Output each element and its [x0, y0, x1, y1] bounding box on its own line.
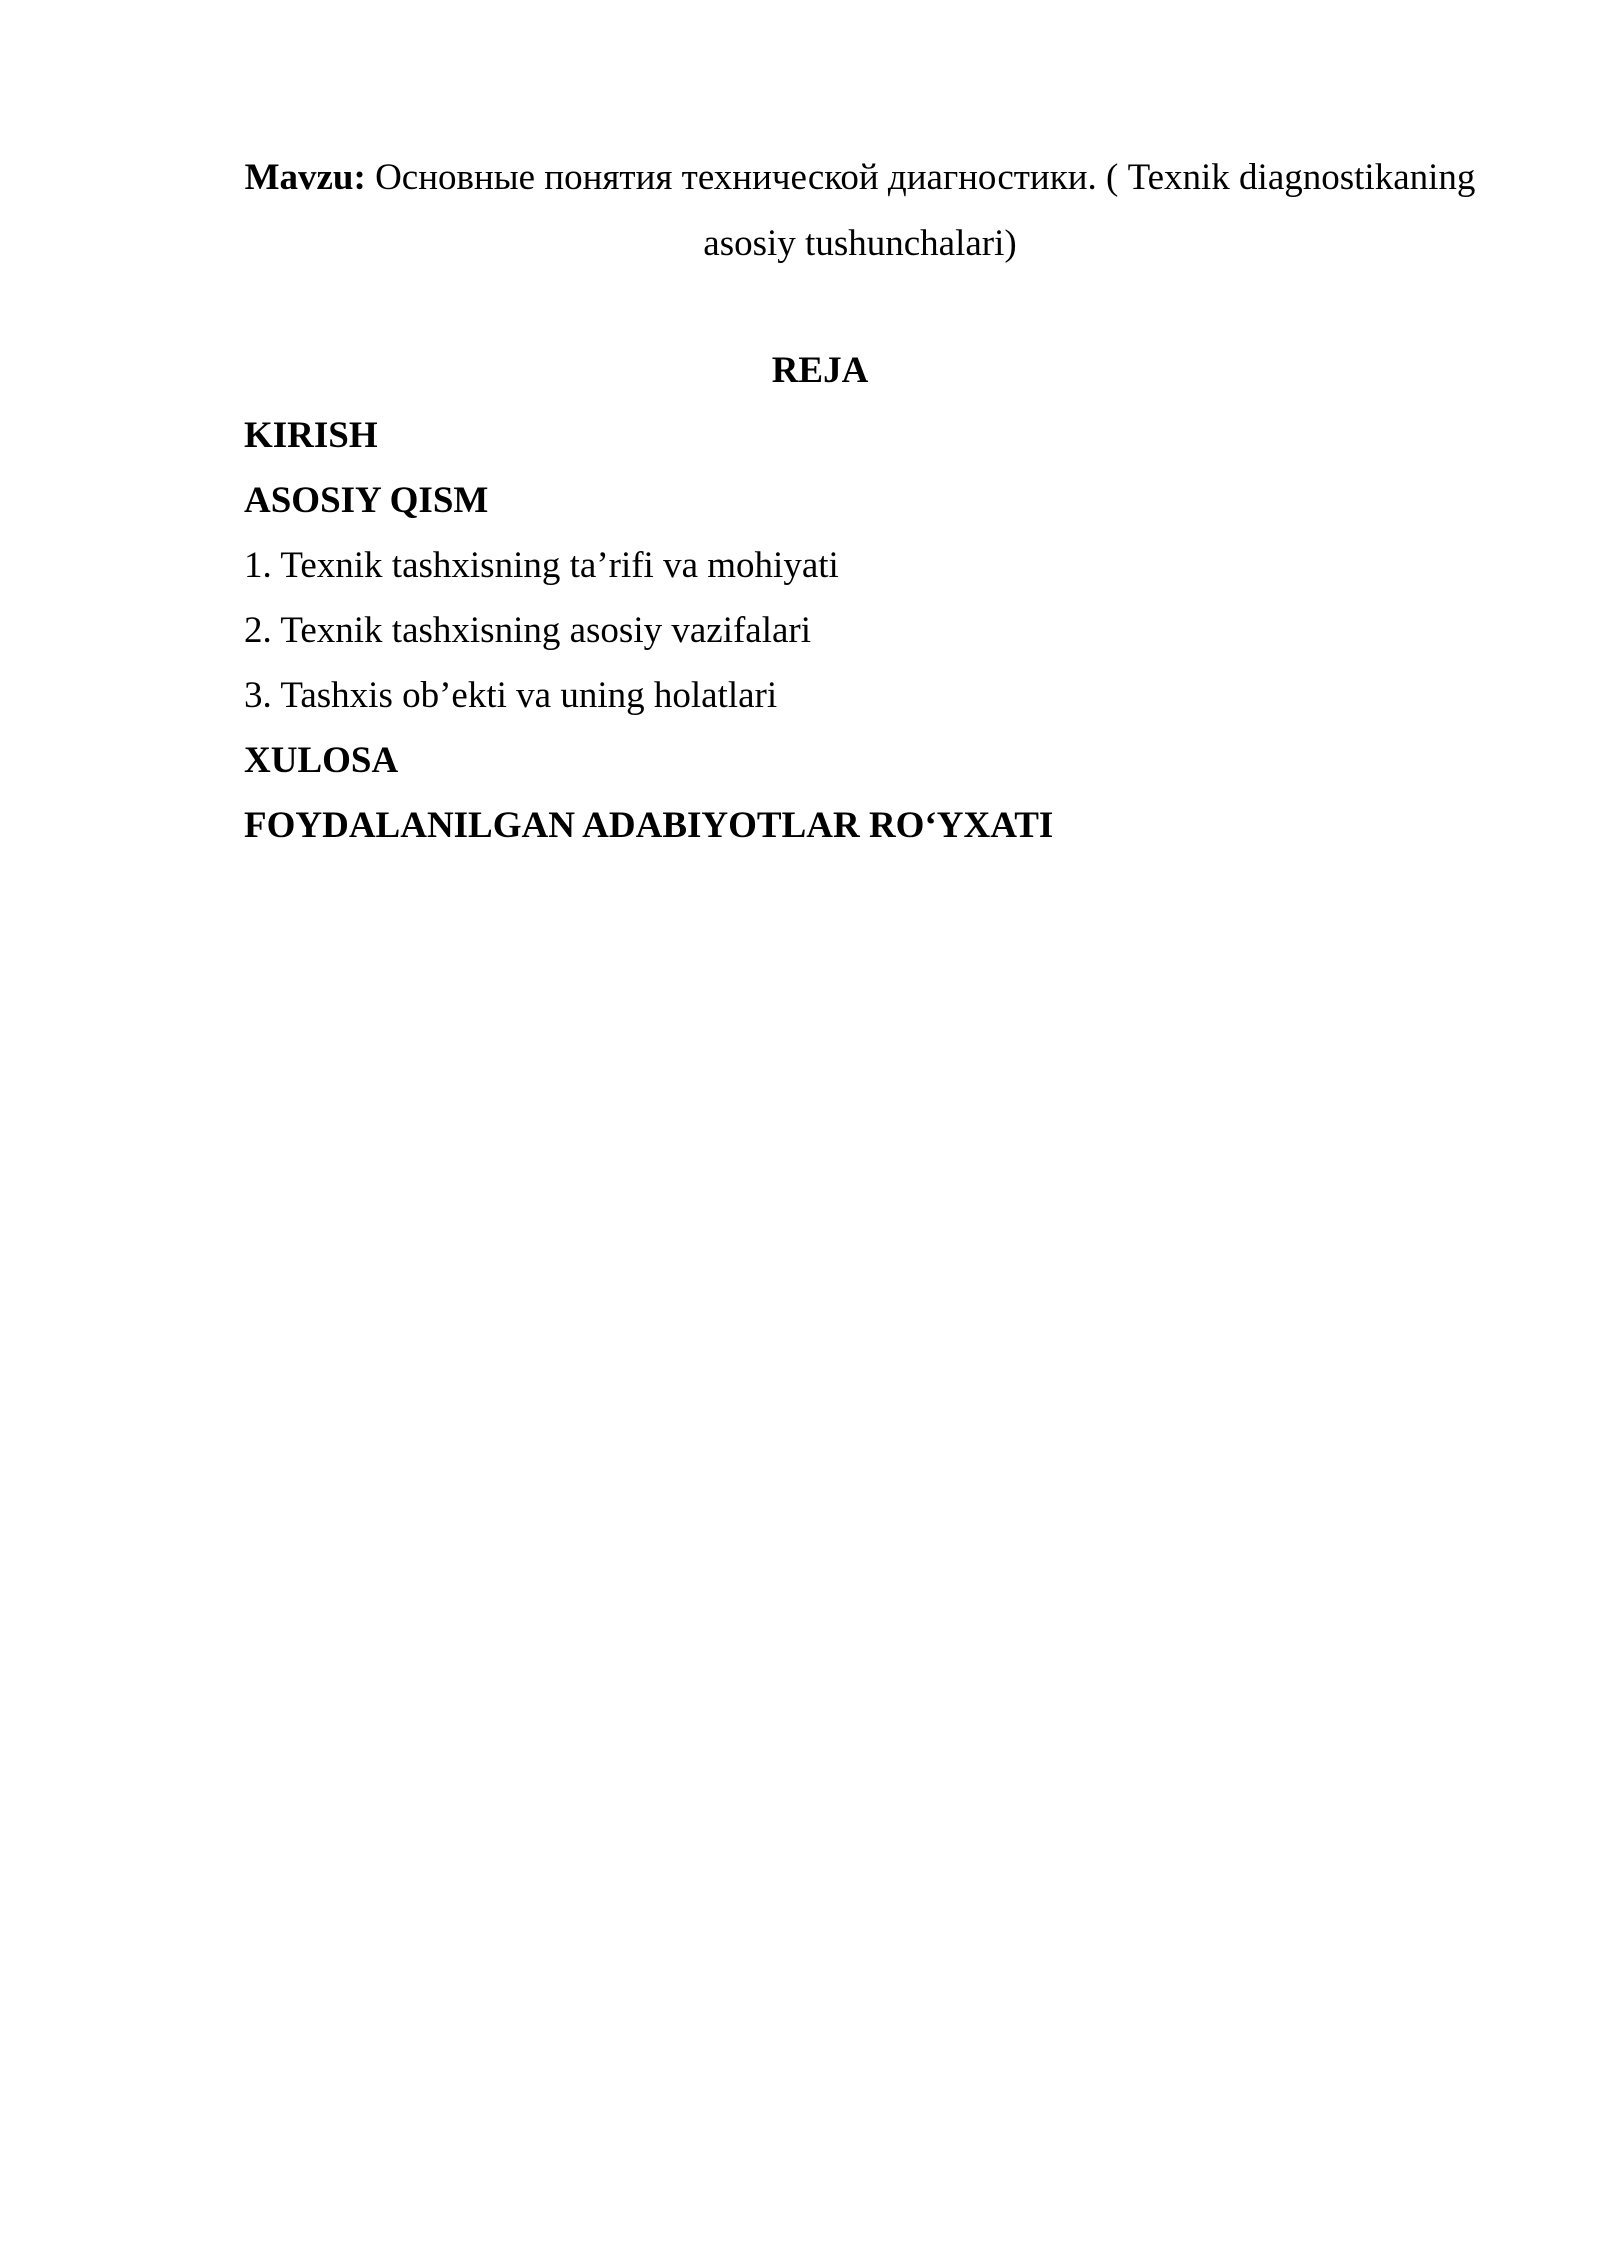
plan-item-references: FOYDALANILGAN ADABIYOTLAR RO‘YXATI: [244, 805, 1054, 846]
plan-item-2: 2. Texnik tashxisning asosiy vazifalari: [244, 610, 812, 651]
topic-line: [220, 145, 1500, 277]
plan-list: [244, 403, 1444, 858]
topic-text: Основные понятия технической диагностики. ( Texnik diagnostikaning asosiy tushunchalari): [365, 157, 1476, 264]
plan-item-1: 1. Texnik tashxisning ta’rifi va mohiyati: [244, 545, 839, 586]
plan-item-3: 3. Tashxis ob’ekti va uning holatlari: [244, 675, 778, 716]
plan-heading: REJA: [771, 350, 869, 391]
plan-item-conclusion: XULOSA: [244, 740, 399, 781]
plan-item-introduction: KIRISH: [244, 415, 378, 456]
topic-label: Mavzu:: [244, 157, 366, 198]
plan-item-main-part: ASOSIY QISM: [244, 480, 489, 521]
